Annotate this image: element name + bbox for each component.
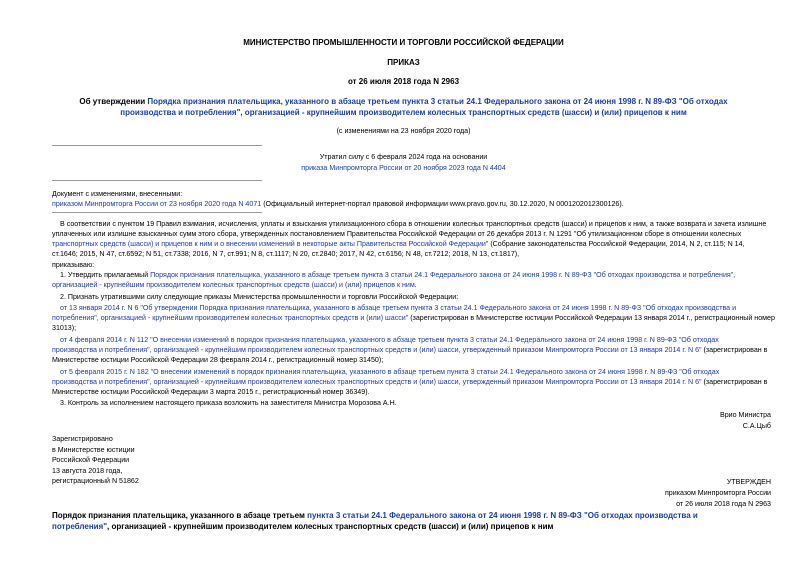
- procedure-link[interactable]: Порядок признания плательщика, указанного в абзаце третьем пункта 3 статьи 24.1 Федерального закона от 24 июня 1998 г. N 89-ФЗ "Об отходах производства и потребления",: [150, 271, 736, 279]
- registration-l2: в Министерстве юстиции: [52, 446, 135, 454]
- repealed-order2-link[interactable]: производства и потребления", организацией - крупнейшим производителем колесных транспортных средств и (или) шасси, утвержденный приказом Минпромторга России от 13 января 2014 г. N 6": [52, 346, 702, 354]
- government-decree-link[interactable]: транспортных средств (шасси) и прицепов к ним и о внесении изменений в некоторые акты Правительства Российской Федерации": [52, 240, 489, 248]
- registration-l4: 13 августа 2018 года,: [52, 467, 123, 475]
- lost-force-link[interactable]: приказа Минпромторга России от 20 ноября 2023 года N 4404: [301, 164, 506, 172]
- appendix-title-rest: , организацией - крупнейшим производителем колесных транспортных средств (шасси) и (или) прицепов к ним: [107, 522, 554, 531]
- changes-link[interactable]: приказом Минпромторга России от 23 ноября 2020 года N 4071: [52, 200, 262, 208]
- preamble-line1: В соответствии с пунктом 19 Правил взимания, исчисления, уплаты и взыскания утилизационного сбора в отношении колесных транспортных средств (шасси) и прицепов к ним, а также возврата и зачета излишне: [60, 220, 767, 228]
- repealed-order2-line1[interactable]: от 4 февраля 2014 г. N 112 "О внесении изменений в порядок признания плательщика, указанного в абзаце третьем пункта 3 статьи 24.1 Федерального закона от 24 июня 1998 г. N 89-ФЗ "Об отходах: [60, 336, 719, 344]
- doc-title-prefix: Об утверждении: [79, 97, 146, 106]
- item1-end: .: [414, 281, 417, 289]
- preamble-source: (Собрание законодательства Российской Федерации, 2014, N 2, ст.115; N 14,: [488, 240, 745, 248]
- approved-l2: приказом Минпромторга России: [664, 489, 771, 497]
- repealed-order3-link[interactable]: производства и потребления", организацией - крупнейшим производителем колесных транспортных средств и (или) шасси, утвержденный приказом Минпромторга России от 13 января 2014 г. N 6": [52, 378, 702, 386]
- item2: 2. Признать утратившими силу следующие приказы Министерства промышленности и торговли Российской Федерации:: [60, 293, 459, 301]
- ministry-heading: МИНИСТЕРСТВО ПРОМЫШЛЕННОСТИ И ТОРГОВЛИ РОССИЙСКОЙ ФЕДЕРАЦИИ: [243, 38, 564, 47]
- preamble-line2: уплаченных или излишне взысканных сумм этого сбора, утвержденных постановлением Правительства Российской Федерации от 26 декабря 2013 г. N 1291 "Об утилизационном сборе в отношении колесных: [52, 230, 742, 238]
- item1-line2: [52, 280, 417, 290]
- repealed-order2-line2: [52, 345, 767, 355]
- changes-label: Документ с изменениями, внесенными:: [52, 190, 183, 198]
- signature-name: С.А.Цыб: [742, 422, 771, 430]
- repealed-order1-line2: [52, 313, 775, 323]
- repealed-order1-line3: 31013);: [52, 324, 77, 332]
- divider-bottom: [52, 212, 262, 213]
- repealed-order3-line3: Министерстве юстиции Российской Федерации 3 марта 2015 г., регистрационный номер 36349).: [52, 388, 370, 396]
- divider-top: [52, 145, 262, 146]
- order-word: приказываю:: [52, 261, 95, 269]
- doc-title-link[interactable]: Порядка признания плательщика, указанного в абзаце третьем пункта 3 статьи 24.1 Федерального закона от 24 июня 1998 г. N 89-ФЗ "Об отходах: [147, 97, 728, 106]
- approved-l1: УТВЕРЖДЕН: [726, 478, 771, 486]
- item1-line1: [60, 270, 735, 280]
- doc-type: ПРИКАЗ: [387, 58, 420, 67]
- repealed-order1-reg: (зарегистрирован в Министерстве юстиции Российской Федерации 13 января 2014 г., регистрационный номер: [408, 314, 775, 322]
- repealed-order2-reg: (зарегистрирован в: [701, 346, 768, 354]
- item3: 3. Контроль за исполнением настоящего приказа возложить на заместителя Министра Морозова А.Н.: [60, 399, 397, 407]
- appendix-title-prefix: Порядок признания плательщика, указанного в абзаце третьем: [52, 511, 308, 520]
- registration-l1: Зарегистрировано: [52, 435, 113, 443]
- doc-title-line1: [0, 96, 807, 107]
- repealed-order1-line1[interactable]: от 13 января 2014 г. N 6 "Об утверждении Порядка признания плательщика, указанного в абзаце третьем пункта 3 статьи 24.1 Федерального закона от 24 июня 1998 г. N 89-ФЗ "Об отходах производства и: [60, 304, 737, 312]
- repealed-order2-line3: Министерстве юстиции Российской Федерации 28 февраля 2014 г., регистрационный номер 31450);: [52, 356, 384, 364]
- doc-title-line2[interactable]: производства и потребления", организацией - крупнейшим производителем колесных транспортных средств (шасси) и (или) прицепов к ним: [120, 108, 687, 117]
- item1-prefix: 1. Утвердить прилагаемый: [60, 271, 151, 279]
- approved-l3: от 26 июля 2018 года N 2963: [676, 500, 771, 508]
- changes-line: [52, 199, 624, 209]
- lost-force-line: Утратил силу с 6 февраля 2024 года на основании: [319, 153, 488, 161]
- divider-middle: [52, 180, 262, 181]
- repealed-order3-line2: [52, 377, 767, 387]
- registration-l3: Российской Федерации: [52, 456, 130, 464]
- signature-role: Врио Министра: [720, 411, 771, 419]
- appendix-law-link-cont[interactable]: потребления": [52, 522, 108, 531]
- changes-source: (Официальный интернет-портал правовой информации www.pravo.gov.ru, 30.12.2020, N 0001202012300126).: [261, 200, 624, 208]
- repealed-order3-line1[interactable]: от 5 февраля 2015 г. N 182 "О внесении изменений в порядок признания плательщика, указанного в абзаце третьем пункта 3 статьи 24.1 Федерального закона от 24 июня 1998 г. N 89-ФЗ "Об отходах: [60, 368, 720, 376]
- preamble-line4: ст.1646; 2015, N 47, ст.6592; N 51, ст.7338; 2016, N 7, ст.991; N 8, ст.1117; N 20, ст.2840; 2017, N 42, ст.6156; N 48, ст.7212; 2018, N 13, ст.1817),: [52, 250, 520, 258]
- appendix-law-link[interactable]: пункта 3 статьи 24.1 Федерального закона от 24 июня 1998 г. N 89-ФЗ "Об отходах производства и: [307, 511, 698, 520]
- repealed-order1-link[interactable]: потребления", организацией - крупнейшим производителем колесных транспортных средств и (или) шасси": [52, 314, 409, 322]
- doc-date-number: от 26 июля 2018 года N 2963: [347, 77, 460, 86]
- appendix-title-line1: [52, 510, 698, 521]
- procedure-link-cont[interactable]: организацией - крупнейшим производителем колесных транспортных средств (шасси) и (или) прицепов к ним: [52, 281, 415, 289]
- registration-l5: регистрационный N 51862: [52, 477, 139, 485]
- amendment-note: (с изменениями на 23 ноября 2020 года): [336, 127, 471, 135]
- preamble-line3: [52, 239, 745, 249]
- repealed-order3-reg: (зарегистрирован в: [701, 378, 768, 386]
- appendix-title-line2: [52, 521, 553, 532]
